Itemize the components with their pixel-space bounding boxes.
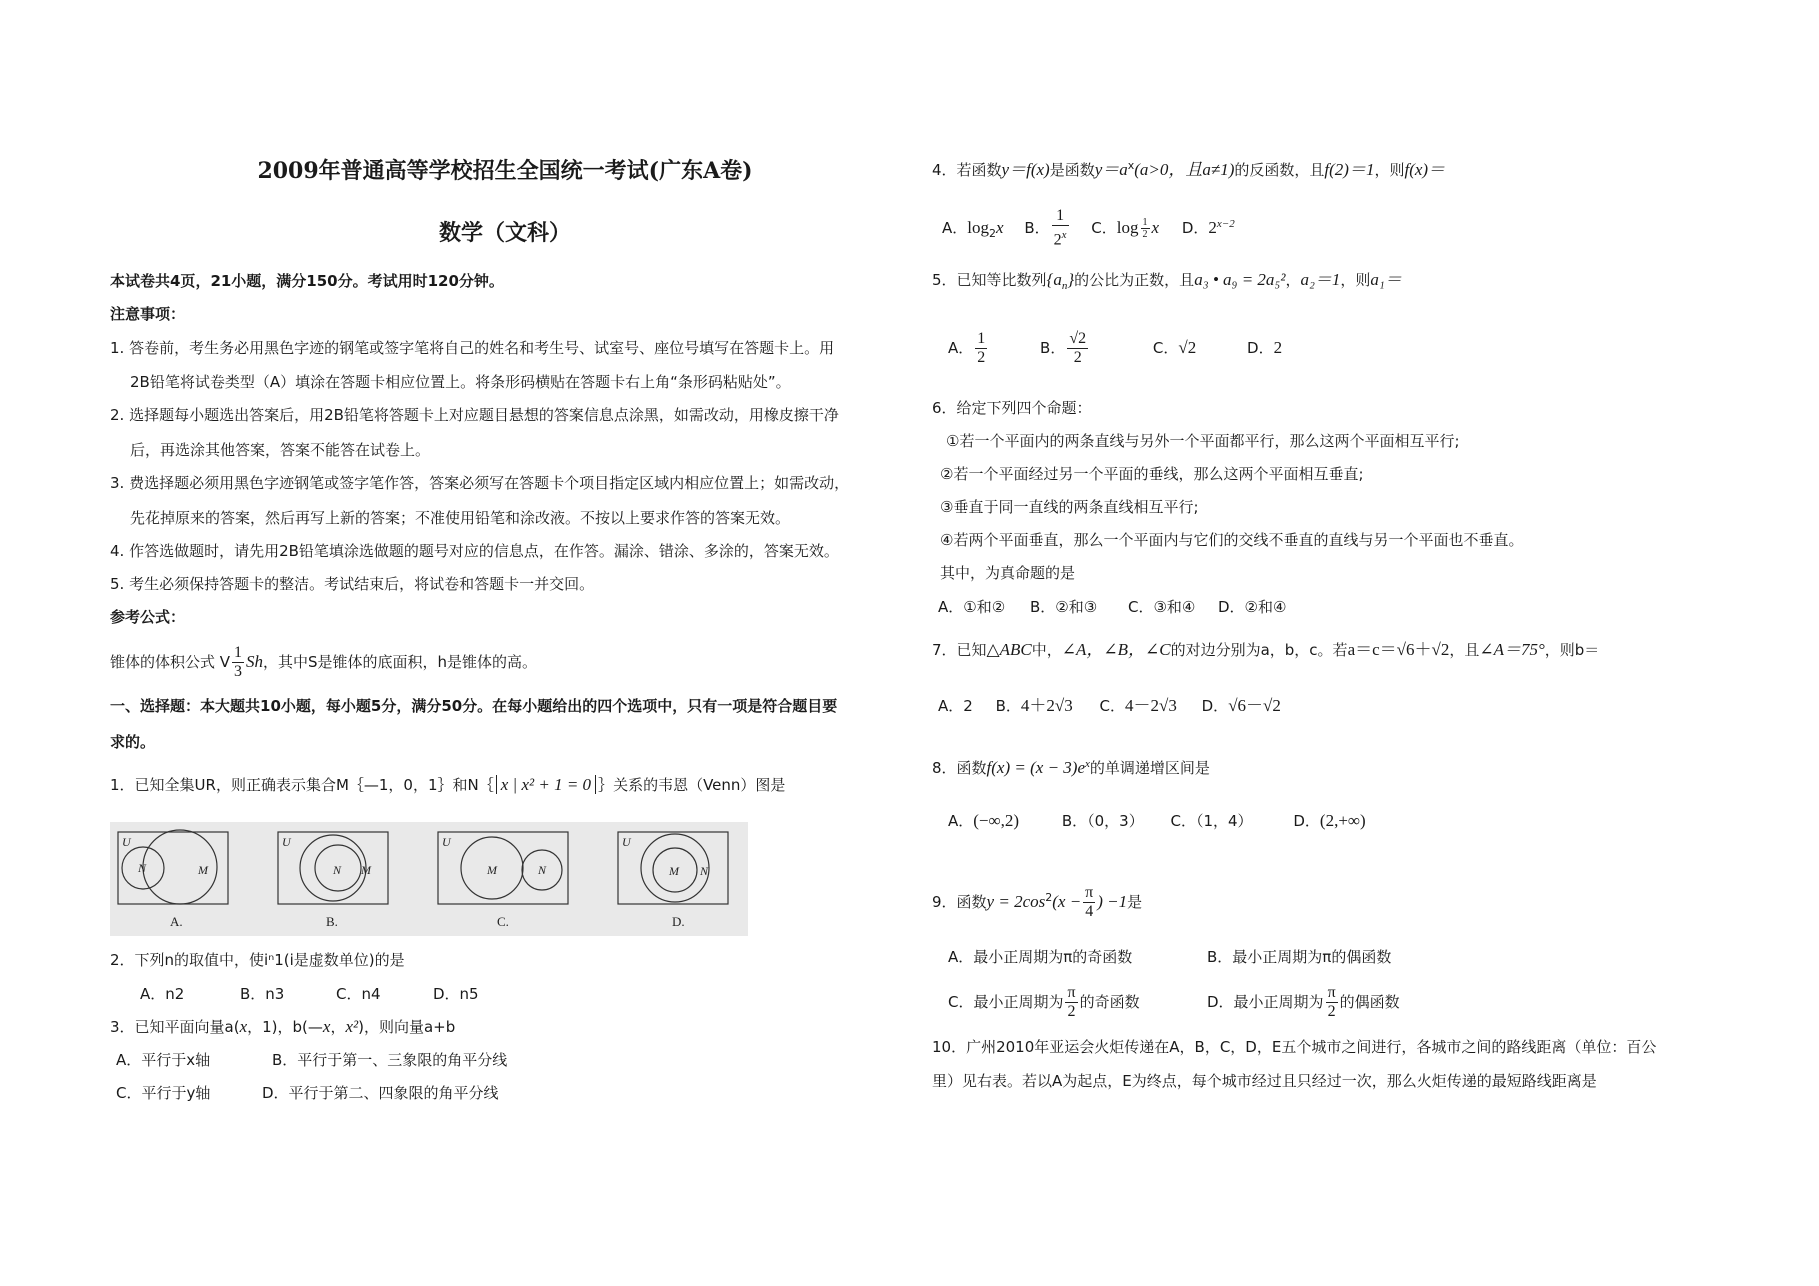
venn-label-n: N — [700, 864, 709, 878]
q4-condition: (a>0，且a≠1) — [1134, 160, 1235, 179]
venn-caption-c: C. — [497, 914, 509, 929]
q7-math: △ABC — [986, 640, 1032, 659]
q6-option: B．②和③ — [1030, 598, 1098, 616]
q9-option-c — [948, 980, 1140, 1024]
fraction-numerator: 1 — [1142, 217, 1148, 228]
venn-label-m: M — [361, 863, 371, 877]
q3-text: ，1)，b(— — [247, 1018, 323, 1036]
q7-math: ∠A＝75° — [1479, 640, 1545, 659]
q9-math: y = 2cos — [986, 892, 1046, 911]
q5-sequence-end: } — [1067, 270, 1075, 289]
question-9 — [932, 874, 1142, 922]
q9-option-text: C．最小正周期为 — [948, 993, 1064, 1011]
fraction-denominator: 2 — [1142, 229, 1148, 240]
question-7 — [932, 640, 1599, 660]
q9-option-text: D．最小正周期为 — [1207, 993, 1324, 1011]
q6-item: ②若一个平面经过另一个平面的垂线，那么这两个平面相互垂直; — [940, 465, 1364, 483]
venn-caption-d: D. — [672, 914, 685, 929]
venn-c-universe — [438, 832, 568, 904]
venn-label-u: U — [442, 835, 451, 849]
q5-option-a — [975, 330, 987, 367]
fraction-numerator: 1 — [1052, 207, 1069, 226]
q4-option-d: 2 — [1208, 218, 1217, 237]
q7-text: 的对边分别为a，b，c。若 — [1170, 641, 1348, 659]
venn-caption-b: B. — [326, 914, 338, 929]
q6-question: 其中，为真命题的是 — [940, 564, 1076, 582]
section-heading-cont: 求的。 — [110, 733, 156, 751]
fraction-numerator: π — [1067, 984, 1076, 1001]
q4-text: 4．若函数 — [932, 161, 1002, 179]
fraction-denominator: 2 — [1327, 1003, 1336, 1020]
q8-option-label: A． — [948, 812, 974, 830]
fraction-numerator: π — [1085, 884, 1094, 901]
q4-text: ，则 — [1374, 161, 1405, 179]
q9-option-d — [1207, 980, 1400, 1024]
q9-fraction — [1083, 884, 1095, 921]
q4-option-label: B． — [1024, 219, 1050, 237]
question-4 — [932, 156, 1445, 180]
q7-option-d: √6－√2 — [1228, 696, 1281, 715]
cone-volume-formula — [110, 640, 537, 684]
q3-var: x — [322, 1017, 331, 1036]
q7-text: ，则b＝ — [1544, 641, 1600, 659]
q5-text: 5．已知等比数列 — [932, 271, 1047, 289]
venn-label-m: M — [669, 864, 679, 878]
q8-option-d: (2,+∞) — [1319, 811, 1366, 830]
q5-option-label: B． — [1040, 339, 1066, 357]
venn-label-n: N — [333, 863, 342, 877]
q9-option-text: 的偶函数 — [1339, 993, 1400, 1011]
venn-caption-a: A. — [170, 914, 183, 929]
q4-math: f(x)＝ — [1404, 160, 1446, 179]
q9-option-text: 的奇函数 — [1079, 993, 1140, 1011]
fraction-numerator: √2 — [1069, 330, 1087, 347]
q9-text: 9．函数 — [932, 893, 987, 911]
q4-option-label: A． — [942, 219, 968, 237]
q4-option-label: C． — [1091, 219, 1117, 237]
page-title: 2009年普通高等学校招生全国统一考试(广东A卷) — [257, 158, 753, 184]
q4-option-c-x: x — [1151, 218, 1160, 237]
q5-option-label: C． — [1152, 339, 1179, 357]
q7-option-c: 4－2√3 — [1125, 696, 1177, 715]
q5-text: ，则 — [1340, 271, 1371, 289]
q4-math: y＝a — [1094, 160, 1128, 179]
q6-option: C．③和④ — [1128, 598, 1196, 616]
question-6: 6．给定下列四个命题： — [932, 399, 1092, 417]
q4-text: 的反函数，且 — [1234, 161, 1325, 179]
venn-label-n: N — [138, 861, 147, 875]
q3-option: D．平行于第二、四象限的角平分线 — [262, 1084, 499, 1102]
q9-fraction — [1065, 984, 1077, 1021]
q3-option: C．平行于y轴 — [116, 1084, 211, 1102]
q2-option: A．n2 — [140, 985, 185, 1003]
q4-option-c-sub — [1141, 217, 1150, 240]
fraction-denominator: 2 — [977, 349, 986, 366]
fraction-denominator: 2 — [1073, 349, 1082, 366]
q4-options — [942, 204, 1235, 249]
question-3 — [110, 1017, 455, 1037]
q8-option-label: D． — [1293, 812, 1320, 830]
q1-set-expression: x | x² + 1 = 0 — [496, 775, 596, 794]
exam-summary: 本试卷共4页，21小题，满分150分。考试用时120分钟。 — [110, 272, 504, 290]
q5-option-c: √2 — [1178, 338, 1197, 357]
q4-math: f(2)＝1 — [1324, 160, 1375, 179]
q8-math-sup: x — [1085, 758, 1090, 770]
fraction-denominator-base: 2 — [1053, 231, 1062, 249]
formula-fraction — [232, 644, 244, 681]
q9-fraction — [1326, 984, 1338, 1021]
question-10-cont: 里）见右表。若以A为起点，E为终点，每个城市经过且只经过一次，那么火炬传递的最短路线距离是 — [932, 1072, 1597, 1090]
q9-math-sup: 2 — [1045, 891, 1053, 904]
q1-tail: ｝关系的韦恩（Venn）图是 — [598, 776, 786, 794]
q5-text: 的公比为正数，且 — [1074, 271, 1195, 289]
q7-option-b: 4＋2√3 — [1020, 696, 1073, 715]
venn-label-u: U — [122, 835, 131, 849]
note-line: 2. 选择题每小题选出答案后，用2B铅笔将答题卡上对应题目悬想的答案信息点涂黑，如需改动，用橡皮擦干净 — [110, 406, 839, 424]
q7-text: 中， — [1031, 641, 1062, 659]
q3-text: 3．已知平面向量a( — [110, 1018, 240, 1036]
fraction-denominator: 2 — [1067, 1003, 1076, 1020]
question-2: 2．下列n的取值中，使iⁿ1(i是虚数单位)的是 — [110, 951, 405, 969]
q7-option-label: D． — [1201, 697, 1229, 715]
q8-text: 8．函数 — [932, 759, 987, 777]
q9-math: (x − — [1052, 892, 1082, 911]
q9-option: A．最小正周期为π的奇函数 — [948, 948, 1133, 966]
q8-option-b: B．（0，3） — [1061, 812, 1144, 830]
question-10: 10．广州2010年亚运会火炬传递在A，B，C，D，E五个城市之间进行，各城市之间的路线距离（单位：百公 — [932, 1038, 1657, 1056]
note-line: 5. 考生必须保持答题卡的整洁。考试结束后，将试卷和答题卡一并交回。 — [110, 575, 595, 593]
venn-label-n: N — [538, 863, 547, 877]
q8-math: f(x) = (x − 3)e — [986, 758, 1085, 777]
question-5 — [932, 270, 1402, 296]
formula-heading: 参考公式： — [110, 608, 186, 626]
formula-suffix: ，其中S是锥体的底面积，h是锥体的高。 — [263, 653, 538, 671]
q5-sequence: {a — [1046, 270, 1062, 289]
q6-option: A．①和② — [938, 598, 1006, 616]
q8-options — [948, 811, 1366, 831]
q8-text: 的单调递增区间是 — [1089, 759, 1210, 777]
venn-diagram-options — [110, 822, 748, 936]
question-1 — [110, 775, 785, 795]
q3-option: B．平行于第一、三象限的角平分线 — [272, 1051, 508, 1069]
venn-label-u: U — [282, 835, 291, 849]
q5-math: a₃ • a₉ = 2a₅² — [1194, 270, 1286, 289]
venn-diagrams-svg — [110, 822, 748, 936]
q1-text: 1．已知全集UR，则正确表示集合M｛—1，0，1｝和N｛ — [110, 776, 494, 794]
q8-option-a: (−∞,2) — [973, 811, 1020, 830]
q2-option: D．n5 — [433, 985, 479, 1003]
formula-sh: Sh — [246, 652, 264, 671]
q9-math: ) −1 — [1097, 892, 1128, 911]
q5-option-label: D． — [1247, 339, 1274, 357]
venn-a-universe — [118, 832, 228, 904]
q2-option: C．n4 — [336, 985, 381, 1003]
q3-text: ， — [330, 1018, 346, 1036]
notice-heading: 注意事项： — [110, 305, 186, 323]
q4-math-sup: x — [1127, 159, 1135, 172]
q7-option-label: B． — [995, 697, 1021, 715]
venn-label-m: M — [487, 863, 497, 877]
note-line: 4. 作答选做题时，请先用2B铅笔填涂选做题的题号对应的信息点，在作答。漏涂、错涂、多涂的，答案无效。 — [110, 542, 839, 560]
q5-math: a₂＝1 — [1300, 270, 1341, 289]
q8-option-c: C．（1，4） — [1170, 812, 1253, 830]
q7-math: a＝c＝√6＋√2 — [1347, 640, 1450, 659]
q7-math: ∠A，∠B，∠C — [1061, 640, 1171, 659]
q4-option-b — [1052, 207, 1069, 249]
q6-item: ①若一个平面内的两条直线与另外一个平面都平行，那么这两个平面相互平行; — [946, 432, 1460, 450]
fraction-numerator: π — [1327, 984, 1336, 1001]
note-line: 3. 费选择题必须用黑色字迹钢笔或签字笔作答，答案必须写在答题卡个项目指定区域内相应位置上；如需改动， — [110, 474, 850, 492]
note-line: 后，再选涂其他答案，答案不能答在试卷上。 — [130, 441, 431, 459]
fraction-denominator: 3 — [234, 663, 243, 680]
q7-text: ，且 — [1449, 641, 1480, 659]
q7-text: 7．已知 — [932, 641, 987, 659]
q5-text: ， — [1285, 271, 1301, 289]
q7-option-label: C． — [1099, 697, 1125, 715]
q5-sequence-sub: n — [1061, 280, 1068, 292]
q3-var: x² — [345, 1017, 359, 1036]
q3-text: )，则向量a+b — [358, 1018, 456, 1036]
q3-var: x — [239, 1017, 248, 1036]
q5-option-d: 2 — [1273, 338, 1283, 357]
q5-option-b — [1067, 330, 1088, 367]
fraction-denominator-sup: x — [1061, 229, 1067, 242]
note-line: 先花掉原来的答案，然后再写上新的答案；不准使用铅笔和涂改液。不按以上要求作答的答案无效。 — [130, 509, 791, 527]
q9-text: 是 — [1127, 893, 1143, 911]
q6-option: D．②和④ — [1218, 598, 1287, 616]
q5-math: a₁＝ — [1370, 270, 1402, 289]
q4-option-a-sub: 2 — [989, 227, 996, 240]
q4-option-label: D． — [1181, 219, 1209, 237]
page-subtitle: 数学（文科） — [438, 221, 571, 246]
q4-option-a: log — [967, 218, 989, 237]
fraction-numerator: 1 — [977, 330, 986, 347]
venn-label-m: M — [198, 863, 208, 877]
q7-option-a: A．2 — [938, 697, 973, 715]
q7-options — [938, 696, 1281, 716]
fraction-denominator — [1052, 226, 1069, 249]
q3-option: A．平行于x轴 — [116, 1051, 211, 1069]
q9-option: B．最小正周期为π的偶函数 — [1207, 948, 1392, 966]
q4-option-a-x: x — [996, 218, 1004, 237]
q6-item: ③垂直于同一直线的两条直线相互平行; — [940, 498, 1199, 516]
q4-option-d-sup: x−2 — [1216, 218, 1235, 230]
q4-option-c: log — [1116, 218, 1139, 237]
fraction-denominator: 4 — [1085, 903, 1094, 920]
q5-option-label: A． — [948, 339, 974, 357]
section-heading: 一、选择题：本大题共10小题，每小题5分，满分50分。在每小题给出的四个选项中，只有一项是符合题目要 — [110, 697, 838, 715]
q2-option: B．n3 — [240, 985, 285, 1003]
note-line: 1. 答卷前，考生务必用黑色字迹的钢笔或签字笔将自己的姓名和考生号、试室号、座位号填写在答题卡上。用 — [110, 339, 835, 357]
q6-item: ④若两个平面垂直，那么一个平面内与它们的交线不垂直的直线与另一个平面也不垂直。 — [940, 531, 1524, 549]
q4-math: y＝f(x) — [1001, 160, 1050, 179]
question-8 — [932, 754, 1210, 778]
fraction-numerator: 1 — [234, 644, 243, 661]
formula-prefix: 锥体的体积公式 V — [110, 653, 231, 671]
q4-text: 是函数 — [1049, 161, 1095, 179]
q5-options — [948, 326, 1282, 370]
note-line: 2B铅笔将试卷类型（A）填涂在答题卡相应位置上。将条形码横贴在答题卡右上角“条形码粘贴处”。 — [130, 373, 791, 391]
venn-label-u: U — [622, 835, 631, 849]
